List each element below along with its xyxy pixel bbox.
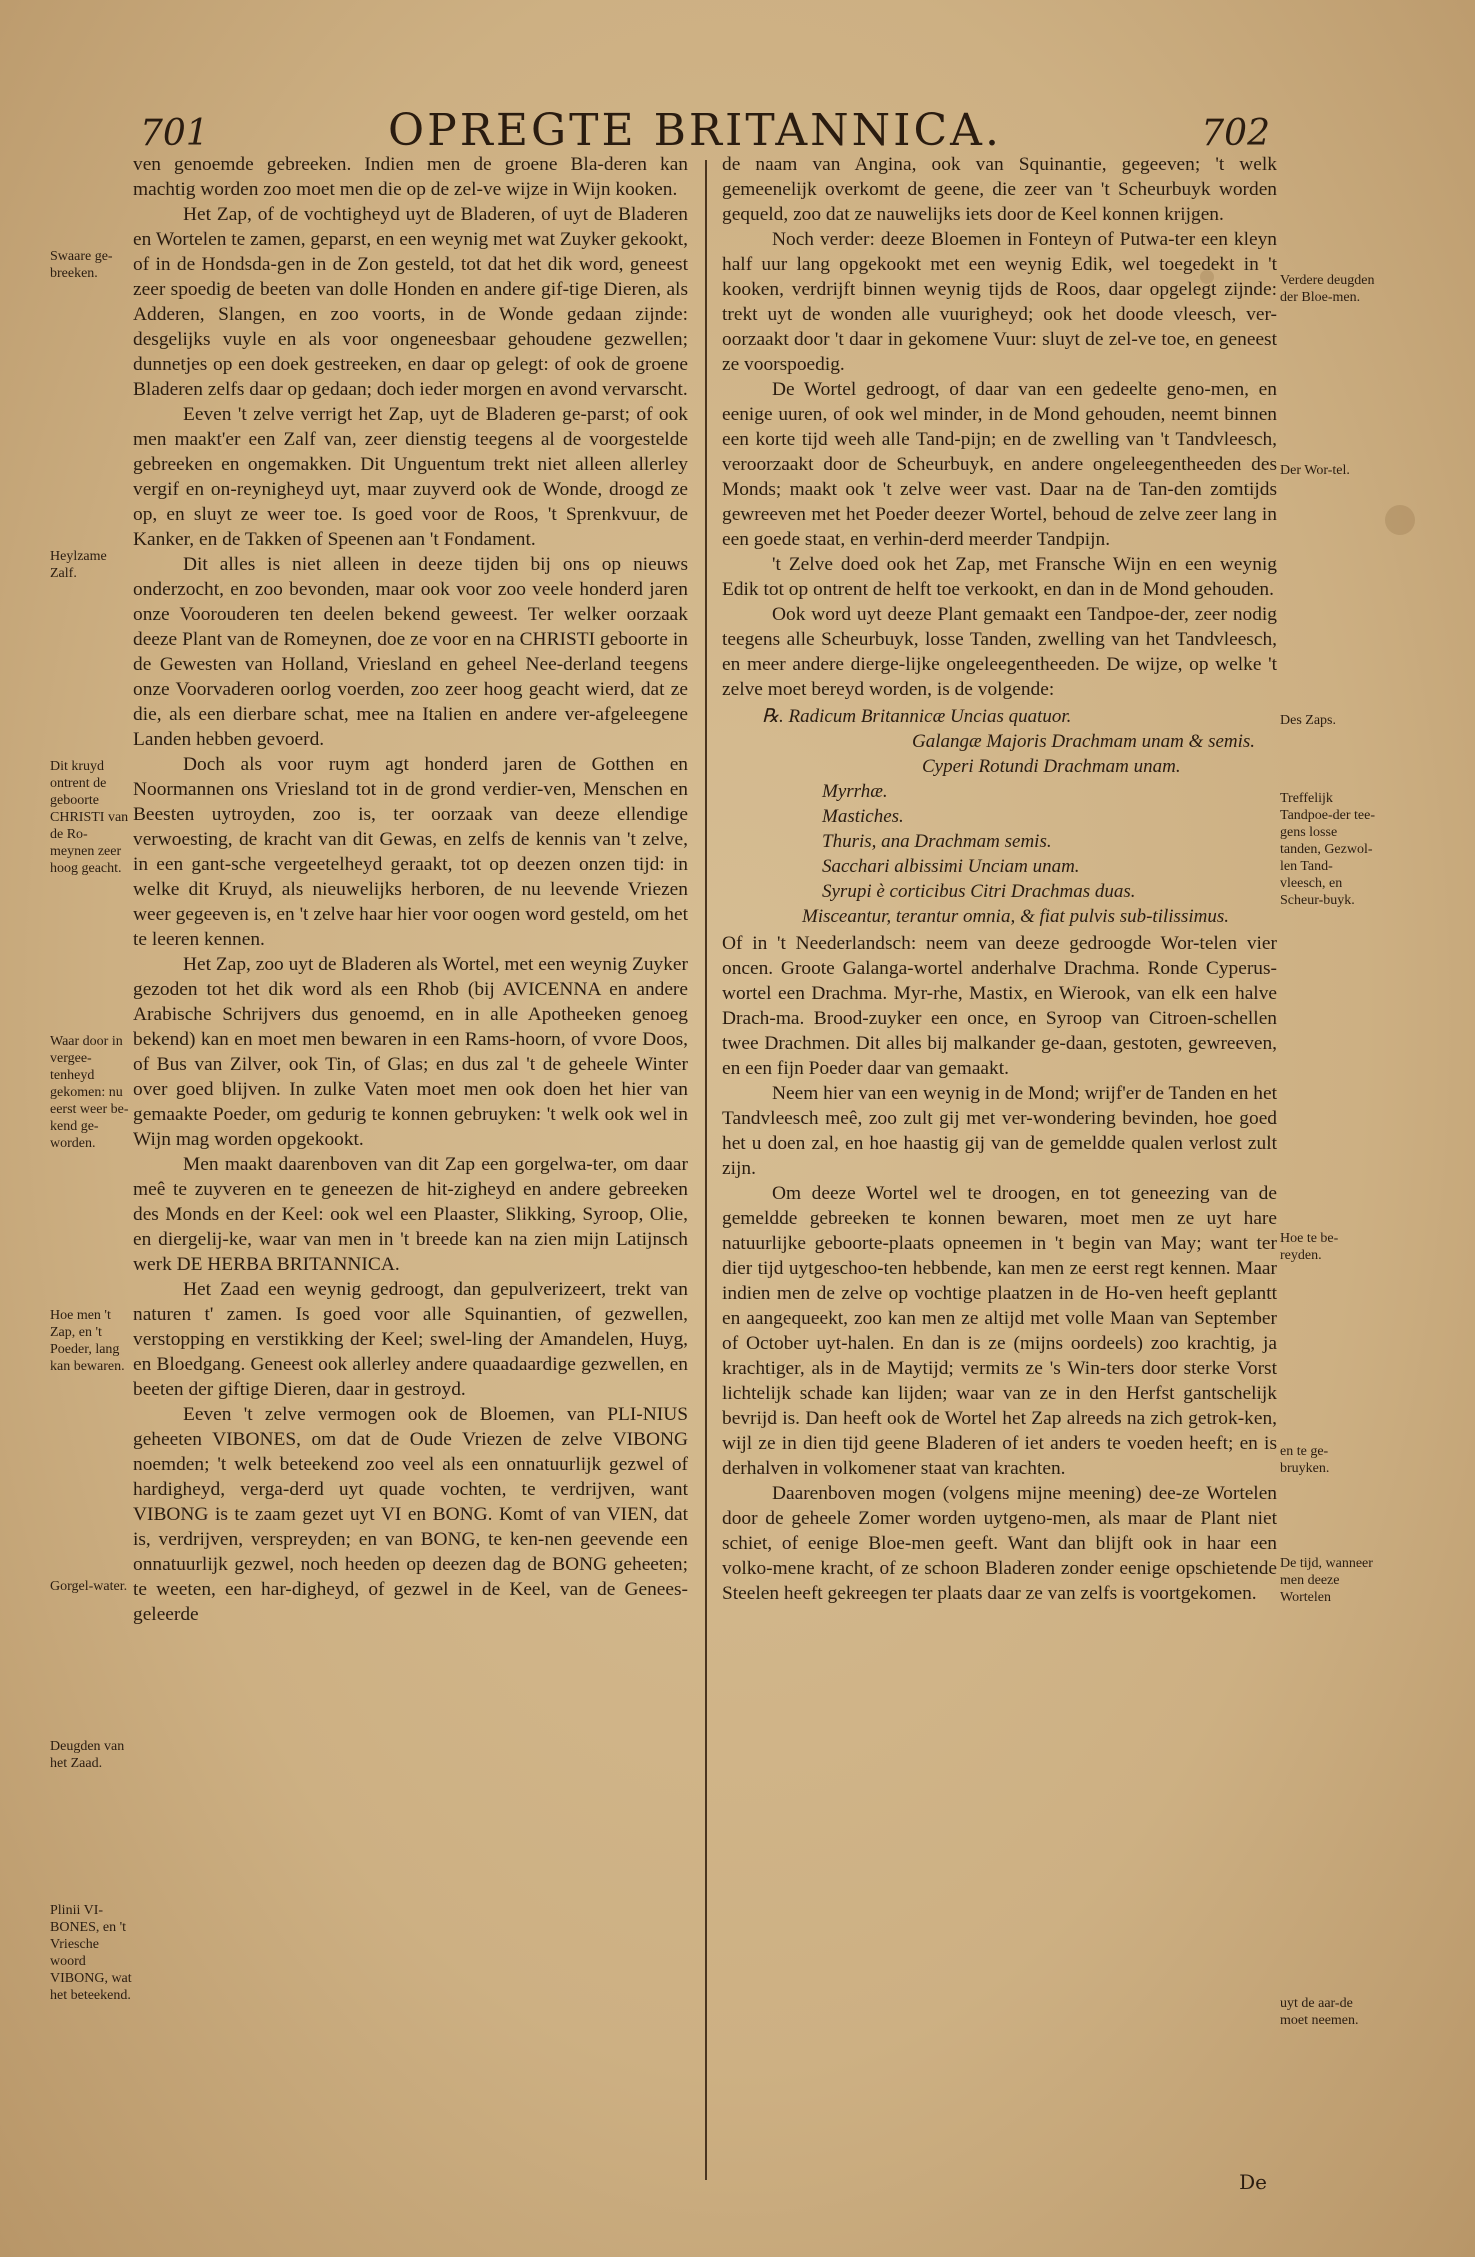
recipe-line: Myrrhæ. <box>822 781 888 802</box>
recipe-line: ℞. Radicum Britannicæ Uncias quatuor. <box>762 706 1072 727</box>
margin-note-left: Swaare ge-breeken. <box>50 249 113 281</box>
page-number-left: 701 <box>140 113 209 154</box>
recipe-block <box>722 704 1277 929</box>
recipe-line: Misceantur, terantur omnia, & fiat pulvis sub-tilissimus. <box>802 906 1229 927</box>
paragraph: Het Zap, zoo uyt de Bladeren als Wortel, met een weynig Zuyker gezoden tot het dik word als een Rhob (bij AVICENNA en andere Arabische Schrijvers dus genoemd, en in alle Apotheeken genoeg bekend) kan en moet men bewaren in een Rams-hoorn, of vvore Doos, of Bus van Zilver, ook Tin, of Glas; en dus zal 't de geheele Winter over goed blijven. In zulke Vaten moet men ook doen het hier van gemaakte Poeder, om gedurig te konnen gebruyken: 't welk ook wel in Wijn mag worden opgekookt. <box>133 954 688 1150</box>
recipe-line: Syrupi è corticibus Citri Drachmas duas. <box>822 881 1136 902</box>
paragraph: Neem hier van een weynig in de Mond; wrijf'er de Tanden en het Tandvleesch meê, zoo zult gij met ver-wondering bevinden, hoe goed het u doen zal, en hoe haastig gij van de gemeldde qualen verlost zult zijn. <box>722 1083 1277 1179</box>
paragraph: Noch verder: deeze Bloemen in Fonteyn of Putwa-ter een kleyn half uur lang opgekookt met een weynig Edik, wel toegedekt in 't kooken, verdrijft binnen weynig tijds de Roos, daar opgelegt zijnde: trekt uyt de wonden alle vuurigheyd; ook het doode vleesch, ver-oorzaakt door 't daar in gekomene Vuur: sluyt de zel-ve toe, en geneest ze voorspoedig. <box>722 229 1277 375</box>
paragraph: Om deeze Wortel wel te droogen, en tot geneezing van de gemeldde gebreeken te konnen bewaren, moet men ze uyt hare natuurlijke geboorte-plaats opneemen in 't begin van May; want ter dier tijd uytgeschoo-ten hebbende, kan men ze eerst regt kennen. Maar indien men de zelve op vochtige plaatzen in de Ho-ven heeft geplantt en aangequeekt, zoo kan men ze altijd met volle Maan van September of October uyt-halen. En dan is ze (mijns oordeels) zoo krachtig, ja krachtiger, als in de Maytijd; vermits ze 's Win-ters door sterke Vorst lichtelijk schade kan lijden; waar van ze in den Herfst gantschelijk bevrijd is. Dan heeft ook de Wortel het Zap alreeds na zich getrok-ken, wijl ze in dien tijd geene Bladeren of iet anders te voeden heeft; en is derhalven in volkomener staat van krachten. <box>722 1183 1277 1479</box>
running-title: OPREGTE BRITANNICA. <box>388 105 1002 156</box>
margin-note-left: Heylzame Zalf. <box>50 549 107 581</box>
left-column <box>133 152 688 1627</box>
margin-note-right: Treffelijk Tandpoe-der tee-gens losse tanden, Gezwol-len Tand-vleesch, en Scheur-buyk. <box>1280 791 1376 908</box>
paragraph: De Wortel gedroogt, of daar van een gedeelte geno-men, en eenige uuren, of ook wel minder, in de Mond gehouden, neemt binnen een korte tijd weeh alle Tand-pijn; en de zwelling van 't Tandvleesch, veroorzaakt door de Scheurbuyk, en andere ongeleegentheeden des Monds; maakt ook 't zelve weer vast. Daar na de Tan-den zomtijds gewreeven met het Poeder deezer Wortel, behoud de zelve zeer lang in een goede staat, en verhin-derd meerder Tandpijn. <box>722 379 1277 550</box>
paragraph: Daarenboven mogen (volgens mijne meening) dee-ze Wortelen door de geheele Zomer worden uytgeno-men, als maar de Plant niet schiet, of eenige Bloe-men geeft. Want dan blijft ook in haar een volko-mene kracht, of ze schoon Bladeren zonder eenige opschietende Steelen heeft gekreegen ter plaats daar ze van zelfs is voortgekomen. <box>722 1483 1277 1604</box>
paragraph: Het Zap, of de vochtigheyd uyt de Bladeren, of uyt de Bladeren en Wortelen te zamen, geparst, en een weynig met wat Zuyker gekookt, of in de Hondsda-gen in de Zon gesteld, tot dat het dik word, geneest zeer spoedig de beeten van dolle Honden en andere gif-tige Dieren, als Adderen, Slangen, en zoo voorts, in de Wonde gedaan zijnde: desgelijks vuyle en als voor ongeneesbaar gehoudene gezwellen; dunnetjes op een doek gestreeken, en daar op gelegt: of ook de groene Bladeren zelfs daar op gedaan; doch ieder morgen en avond vervarscht. <box>133 204 688 400</box>
recipe-line: Mastiches. <box>822 806 904 827</box>
recipe-line: Cyperi Rotundi Drachmam unam. <box>922 756 1181 777</box>
margin-note-right: Hoe te be-reyden. <box>1280 1231 1339 1263</box>
paragraph: Doch als voor ruym agt honderd jaren de Gotthen en Noormannen ons Vriesland tot in de grond verdier-ven, Menschen en Beesten uytroyden, zoo is, ter oorzaak van deeze ellendige verwoesting, de kracht van dit Gewas, en zelfs de kennis van 't zelve, in een gant-sche vergeetelheyd geraakt, tot op deezen onzen tijd: in welke dit Kruyd, als nieuwelijks herboren, de nu leevende Vriezen weer gegeeven is, en 't zelve haar hier voor oogen word gesteld, om het te leeren kennen. <box>133 754 688 950</box>
page-number-right: 702 <box>1201 113 1270 154</box>
paragraph: Dit alles is niet alleen in deeze tijden bij ons op nieuws onderzocht, en zoo bevonden, maar ook voor zoo veele honderd jaren onze Voorouderen ten deelen bekend geweest. Ter welker oorzaak deeze Plant van de Romeynen, doe ze voor en na CHRISTI geboorte in de Gewesten van Holland, Vriesland en geheel Nee-derland teegens onze Voorvaderen oorlog voerden, zoo zeer hoog geacht wierd, dat ze die, als een dierbare schat, mee na Italien en andere ver-afgeleegene Landen hebben gevoerd. <box>133 554 688 750</box>
paragraph: Eeven 't zelve vermogen ook de Bloemen, van PLI-NIUS geheeten VIBONES, om dat de Oude Vriezen de zelve VIBONG noemden; 't welk beteekend zoo veel als een onnatuurlijk gezwel of hardigheyd, verga-derd uyt quade vochten, te verdrijven, want VIBONG is te zaam gezet uyt VI en BONG. Komt of van VIEN, dat is, verdrijven, verspreyden; en van BONG, te ken-nen geevende een onnatuurlijk gezwel, noch heeden op deezen dag de BONG geheeten; te weeten, een har-digheyd, of gezwel in de Keel, van de Genees-geleerde <box>133 1404 688 1625</box>
margin-note-right: Verdere deugden der Bloe-men. <box>1280 273 1375 305</box>
margin-note-left: Dit kruyd ontrent de geboorte CHRISTI van de Ro-meynen zeer hoog geacht. <box>50 759 129 876</box>
paragraph: Eeven 't zelve verrigt het Zap, uyt de Bladeren ge-parst; of ook men maakt'er een Zalf van, zeer dienstig teegens al de voorgestelde gebreeken en ongemakken. Dit Unguentum trekt niet alleen allerley vergif en on-reynigheyd uyt, maar zuyverd ook de Wonde, droogd ze op, en sluyt ze weer toe. Is goed voor de Roos, 't Sprenkvuur, de Kanker, en de Takken of Speenen aan 't Fondament. <box>133 404 688 550</box>
margin-note-left: Plinii VI-BONES, en 't Vriesche woord VIBONG, wat het beteekend. <box>50 1903 132 2003</box>
paragraph: Men maakt daarenboven van dit Zap een gorgelwa-ter, om daar meê te zuyveren en te geneezen de hit-zigheyd en andere gebreeken des Monds en der Keel: ook wel een Plaaster, Slikking, Syroop, Olie, en diergelij-ke, waar van men in 't breede kan na zien mijn Latijnsch werk DE HERBA BRITANNICA. <box>133 1154 688 1275</box>
catchword: De <box>1239 2170 1267 2194</box>
right-column <box>722 152 1277 1606</box>
recipe-line: Sacchari albissimi Unciam unam. <box>822 856 1080 877</box>
margin-note-right: en te ge-bruyken. <box>1280 1444 1330 1476</box>
paragraph: Het Zaad een weynig gedroogt, dan gepulverizeert, trekt van naturen t' zamen. Is goed voor alle Squinantien, of gezwellen, verstopping en verstikking der Keel; swel-ling der Amandelen, Huyg, en Bloedgang. Geneest ook allerley andere quaadaardige gezwellen, en beeten der giftige Dieren, daar in gestroyd. <box>133 1279 688 1400</box>
margin-note-right: Des Zaps. <box>1280 713 1336 728</box>
margin-note-right: uyt de aar-de moet neemen. <box>1280 1996 1359 2028</box>
paragraph: 't Zelve doed ook het Zap, met Fransche Wijn en een weynig Edik tot op ontrent de helft toe verkookt, en dan in de Mond gehouden. <box>722 554 1277 600</box>
margin-note-left: Hoe men 't Zap, en 't Poeder, lang kan bewaren. <box>50 1308 125 1374</box>
recipe-line: Thuris, ana Drachmam semis. <box>822 831 1052 852</box>
margin-note-left: Waar door in vergee-tenheyd gekomen: nu eerst weer be-kend ge-worden. <box>50 1034 129 1151</box>
margin-note-left: Gorgel-water. <box>50 1579 128 1594</box>
column-divider <box>705 160 707 2180</box>
paragraph: Of in 't Neederlandsch: neem van deeze gedroogde Wor-telen vier oncen. Groote Galanga-wortel anderhalve Drachma. Ronde Cyperus-wortel een Drachma. Myr-rhe, Mastix, en Wierook, van elk een halve Drach-ma. Brood-zuyker een once, en Syroop van Citroen-schellen twee Drachmen. Dit alles bij malkander ge-daan, gestoten, gewreeven, en een fijn Poeder daar van gemaakt. <box>722 933 1277 1079</box>
recipe-line: Galangæ Majoris Drachmam unam & semis. <box>912 731 1256 752</box>
margin-note-right: De tijd, wanneer men deeze Wortelen <box>1280 1556 1373 1605</box>
paragraph: de naam van Angina, ook van Squinantie, gegeeven; 't welk gemeenelijk overkomt de geene, die zeer van 't Scheurbuyk worden gequeld, zoo dat ze nauwelijks iets door de Keel konnen krijgen. <box>722 154 1277 225</box>
paragraph: Ook word uyt deeze Plant gemaakt een Tandpoe-der, zeer nodig teegens alle Scheurbuyk, losse Tanden, zwelling van het Tandvleesch, en meer andere dierge-lijke ongeleegentheeden. De wijze, op welke 't zelve moet bereyd worden, is de volgende: <box>722 604 1277 700</box>
paragraph: ven genoemde gebreeken. Indien men de groene Bla-deren kan machtig worden zoo moet men die op de zel-ve wijze in Wijn kooken. <box>133 154 688 200</box>
margin-note-right: Der Wor-tel. <box>1280 463 1350 478</box>
margin-note-left: Deugden van het Zaad. <box>50 1739 125 1771</box>
